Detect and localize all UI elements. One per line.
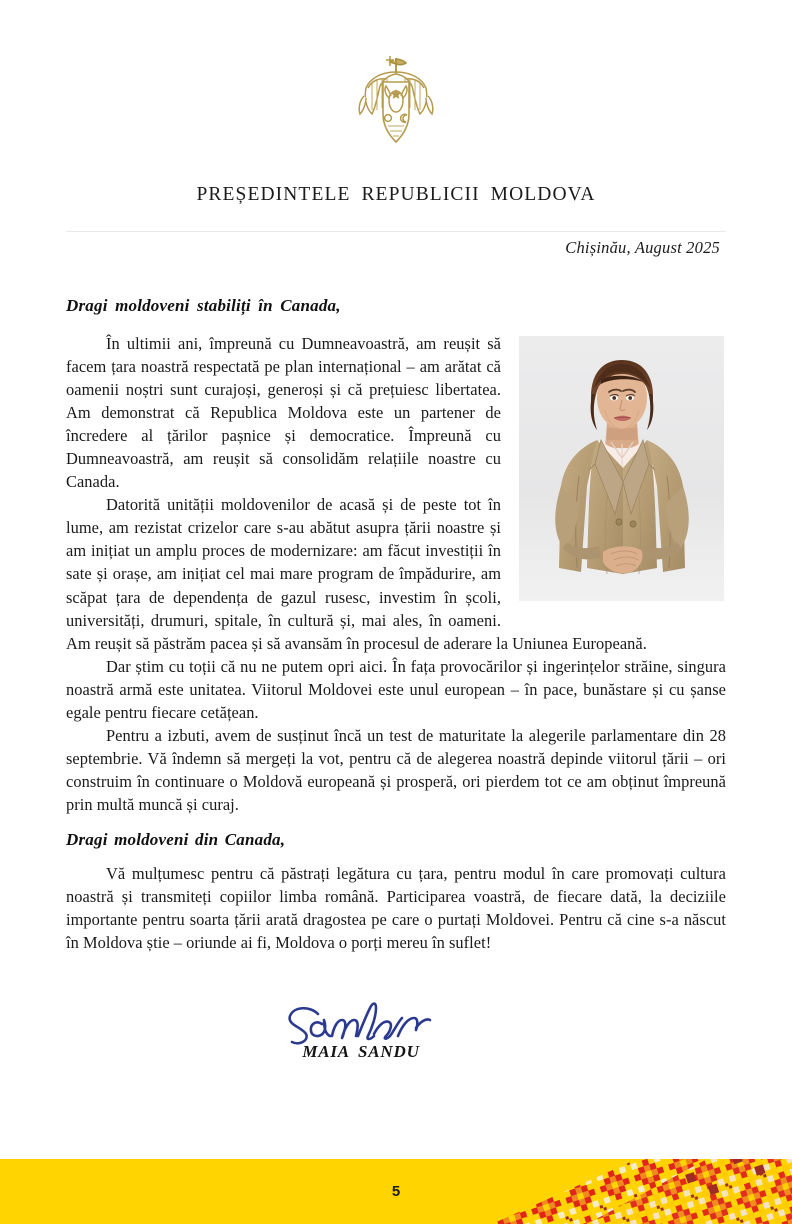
emblem-container <box>0 52 792 152</box>
portrait-maia-sandu <box>519 336 724 601</box>
paragraph-2: Datorită unității moldovenilor de acasă și de peste tot în lume, am rezistat crizelor care s-au abătut asupra țării noastre și am inițiat un amplu proces de modernizare: am făcut investiții în sate și orașe, am inițiat cel mai mare program de împădurire, am scăpat țara de dependența de gazul rusesc, investim în școli, universități, drumuri, spitale, în cultură și, mai ales, în oameni. Am reușit să păstrăm pacea și să avansăm în procesul de aderare la Uniunea Europeană. <box>66 495 647 653</box>
signature-name: MAIA SANDU <box>302 1042 420 1061</box>
footer-band <box>0 1159 792 1224</box>
moldovan-embroidery-pattern <box>492 1159 792 1224</box>
letter-body <box>66 238 726 954</box>
page-number: 5 <box>391 1183 401 1200</box>
signature-block <box>0 998 792 1062</box>
salutation-primary: Dragi moldoveni stabiliți în Canada, <box>66 296 341 315</box>
institution-title: PREȘEDINTELE REPUBLICII MOLDOVA <box>196 184 596 205</box>
dateline: Chișinău, August 2025 <box>565 238 720 257</box>
paragraph-1: În ultimii ani, împreună cu Dumneavoastră, am reușit să facem țara noastră respectată pe plan internațional – am arătat că oamenii noștri sunt curajoși, generoși și că prețuiesc libertatea. Am demonstrat că Republica Moldova este un partener de încredere al țărilor pașnice și democratice. Împreună cu Dumneavoastră, am reușit să consolidăm relațiile noastre cu Canada. <box>66 334 501 492</box>
paragraph-closing: Vă mulțumesc pentru că păstrați legătura cu țara, pentru modul în care promovați cultura noastră și transmiteți copiilor limba română. Participarea voastră, de fiecare dată, la deciziile importante pentru soarta țării arată dragostea pe care o purtați Moldovei. Pentru că cine s-a născut în Moldova știe – oriunde ai fi, Moldova o porți mereu în suflet! <box>66 863 726 953</box>
paragraph-4: Pentru a izbuti, avem de susținut încă un test de maturitate la alegerile parlamentare din 28 septembrie. Vă îndemn să mergeți la vot, pentru că de alegerea noastră depinde viitorul țării – ori construim în continuare o Moldovă europeană și prosperă, ori pierdem tot ce am obținut împreună prin multă muncă și curaj. <box>66 725 726 814</box>
header-divider <box>66 231 726 232</box>
moldova-coat-of-arms-icon <box>350 52 442 152</box>
paragraph-3: Dar știm cu toții că nu ne putem opri aici. În fața provocărilor și ingerințelor străine, singura noastră armă este unitatea. Viitorul Moldovei este unul european – în pace, bunăstare și cu șanse egale pentru fiecare cetățean. <box>66 656 726 722</box>
salutation-secondary: Dragi moldoveni din Canada, <box>66 829 286 849</box>
